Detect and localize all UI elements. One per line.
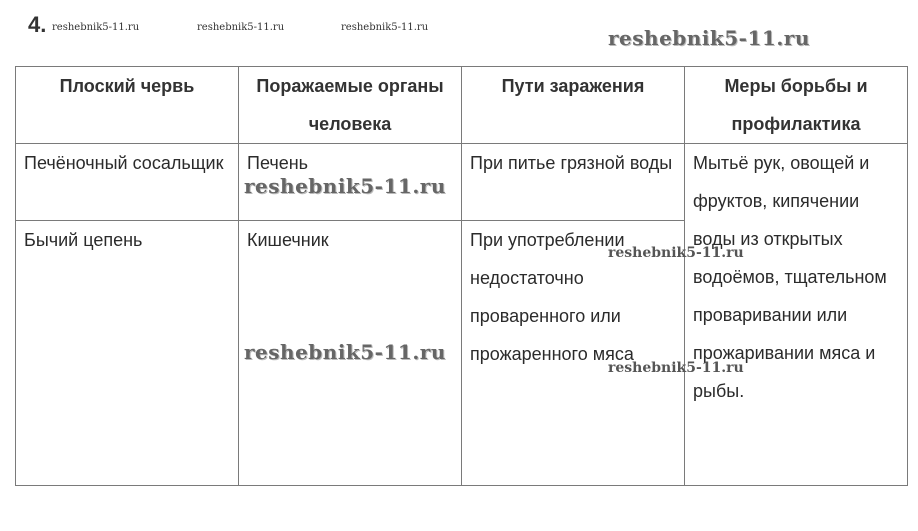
cell-infection: При питье грязной воды bbox=[462, 144, 685, 221]
watermark-medium: reshebnik5-11.ru bbox=[608, 245, 744, 261]
cell-organs: Печень bbox=[239, 144, 462, 221]
cell-prevention: Мытьё рук, овощей и фруктов, кипячении воды из открытых водоёмов, тщательном проваривании или прожаривании мяса и рыбы. bbox=[685, 144, 908, 486]
task-number: 4. bbox=[28, 12, 47, 37]
table-header-row bbox=[16, 67, 908, 144]
watermark-large: reshebnik5-11.ru bbox=[244, 174, 446, 198]
watermark-small: reshebnik5-11.ru bbox=[52, 22, 140, 33]
watermark-small: reshebnik5-11.ru bbox=[197, 22, 285, 33]
watermark-small: reshebnik5-11.ru bbox=[341, 22, 429, 33]
cell-worm: Печёночный сосальщик bbox=[16, 144, 239, 221]
header-prevention: Меры борьбы и профилактика bbox=[685, 67, 908, 144]
table-row bbox=[16, 144, 908, 221]
cell-worm: Бычий цепень bbox=[16, 221, 239, 486]
cell-organs: Кишечник bbox=[239, 221, 462, 486]
cell-infection: При употреблении недостаточно проваренного или прожаренного мяса bbox=[462, 221, 685, 486]
header-affected-organs: Поражаемые органы человека bbox=[239, 67, 462, 144]
header-infection-routes: Пути заражения bbox=[462, 67, 685, 144]
watermark-large: reshebnik5-11.ru bbox=[608, 26, 810, 50]
watermark-medium: reshebnik5-11.ru bbox=[608, 360, 744, 376]
header-flatworm: Плоский червь bbox=[16, 67, 239, 144]
watermark-large: reshebnik5-11.ru bbox=[244, 340, 446, 364]
helminth-table bbox=[15, 66, 908, 486]
